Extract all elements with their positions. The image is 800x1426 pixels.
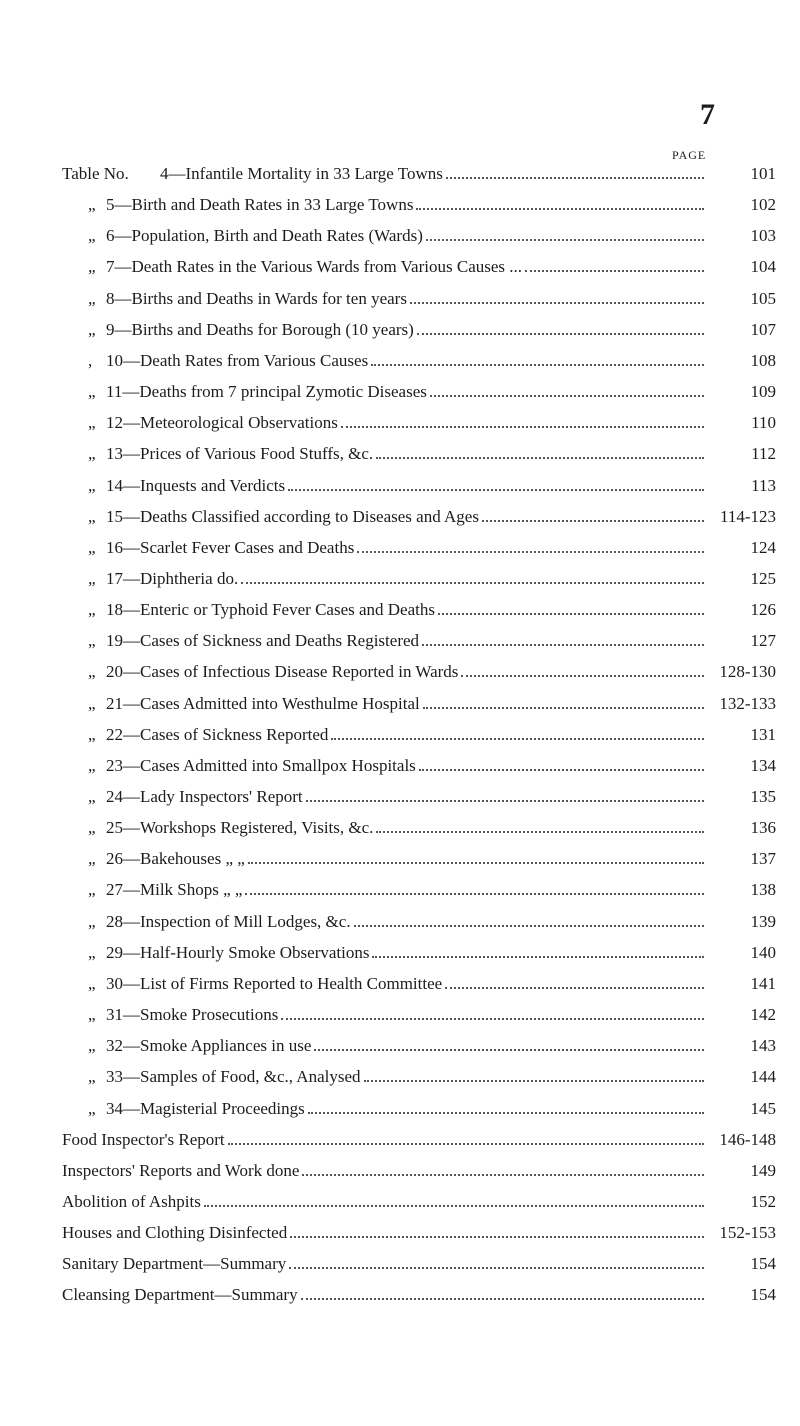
page-number: 7 <box>700 98 715 131</box>
dot-leader <box>417 333 704 335</box>
dot-leader <box>419 769 704 771</box>
dot-leader <box>308 1112 704 1114</box>
dot-leader <box>290 1236 704 1238</box>
toc-entry <box>88 193 800 217</box>
toc-entry-page: 124 <box>750 537 776 557</box>
toc-entry-page: 154 <box>750 1254 776 1274</box>
dot-leader <box>248 862 704 864</box>
toc-entry-title: Abolition of Ashpits <box>62 1191 201 1211</box>
dot-leader <box>410 302 704 304</box>
toc-entry-prefix: „ <box>88 1067 96 1087</box>
toc-entry-title: 28—Inspection of Mill Lodges, &c. <box>106 911 351 931</box>
dot-leader <box>314 1049 704 1051</box>
toc-entry <box>88 941 800 965</box>
toc-entry-title: Inspectors' Reports and Work done <box>62 1160 300 1180</box>
toc-entry-prefix: „ <box>88 444 96 464</box>
dot-leader <box>357 551 704 553</box>
toc-entry-prefix: „ <box>88 1036 96 1056</box>
dot-leader <box>341 426 704 428</box>
toc-entry-title: 20—Cases of Infectious Disease Reported in Wards <box>106 662 459 682</box>
toc-entry <box>88 318 800 342</box>
toc-entry <box>88 411 800 435</box>
toc-entry-page: 152 <box>750 1191 776 1211</box>
dot-leader <box>354 925 704 927</box>
dot-leader <box>372 956 704 958</box>
toc-entry-title: 33—Samples of Food, &c., Analysed <box>106 1067 361 1087</box>
toc-entry <box>88 442 800 466</box>
toc-entry-prefix: „ <box>88 818 96 838</box>
toc-entry-page: 144 <box>750 1067 776 1087</box>
toc-entry-title: 14—Inquests and Verdicts <box>106 475 286 495</box>
toc-entry-title: 17—Diphtheria do. <box>106 568 239 588</box>
dot-leader <box>438 613 704 615</box>
toc-entry <box>88 1003 800 1027</box>
toc-entry-title: 12—Meteorological Observations <box>106 413 338 433</box>
toc-entry-prefix: „ <box>88 288 96 308</box>
dot-leader <box>416 208 704 210</box>
toc-entry-prefix: „ <box>88 257 96 277</box>
toc-entry-prefix: „ <box>88 724 96 744</box>
toc-entry-title: Cleansing Department—Summary <box>62 1285 298 1305</box>
toc-entry <box>88 255 800 279</box>
toc-entry-title: 7—Death Rates in the Various Wards from Various Causes ... <box>106 257 523 277</box>
toc-entry-title: 10—Death Rates from Various Causes <box>106 350 369 370</box>
toc-entry <box>88 224 800 248</box>
dot-leader <box>376 457 704 459</box>
toc-entry-page: 134 <box>750 755 776 775</box>
toc-entry-title: 8—Births and Deaths in Wards for ten years <box>106 288 407 308</box>
toc-entry <box>88 1065 800 1089</box>
toc-entry-page: 135 <box>750 787 776 806</box>
toc-entry-title: 32—Smoke Appliances in use <box>106 1036 312 1056</box>
toc-entry-title: 31—Smoke Prosecutions <box>106 1005 279 1025</box>
toc-entry <box>62 1221 800 1245</box>
toc-entry-prefix: „ <box>88 787 96 806</box>
toc-entry-title: 11—Deaths from 7 principal Zymotic Diseases <box>106 382 427 402</box>
dot-leader <box>423 707 704 709</box>
toc-entry <box>88 816 800 840</box>
dot-leader <box>228 1143 704 1145</box>
dot-leader <box>288 489 704 491</box>
toc-entry-title: 25—Workshops Registered, Visits, &c. <box>106 818 374 838</box>
toc-entry-prefix: „ <box>88 475 96 495</box>
toc-entry <box>88 474 800 498</box>
toc-entry <box>88 629 800 653</box>
toc-entry-page: 108 <box>750 350 776 370</box>
toc-entry-page: 103 <box>750 226 776 246</box>
toc-entry-title: 21—Cases Admitted into Westhulme Hospital <box>106 693 420 713</box>
toc-entry-page: 136 <box>750 818 776 838</box>
toc-entry-page: 146-148 <box>719 1129 776 1149</box>
toc-entry-title: 9—Births and Deaths for Borough (10 years) <box>106 319 414 339</box>
dot-leader <box>426 239 704 241</box>
toc-entry-page: 125 <box>750 568 776 588</box>
dot-leader <box>245 893 704 895</box>
toc-entry-page: 138 <box>750 880 776 900</box>
dot-leader <box>306 800 704 802</box>
toc-entry <box>88 847 800 871</box>
toc-entry-page: 104 <box>750 257 776 277</box>
dot-leader <box>289 1267 704 1269</box>
dot-leader <box>482 520 704 522</box>
toc-entry-page: 113 <box>751 475 776 495</box>
toc-entry <box>88 692 800 716</box>
toc-entry-prefix: „ <box>88 662 96 682</box>
toc-entry-prefix: „ <box>88 382 96 402</box>
dot-leader <box>376 831 704 833</box>
toc-entry-title: 24—Lady Inspectors' Report <box>106 787 303 806</box>
toc-entry-prefix: „ <box>88 1098 96 1118</box>
toc-entry-prefix: „ <box>88 911 96 931</box>
toc-entry <box>88 972 800 996</box>
toc-entry-title: 30—List of Firms Reported to Health Committee <box>106 973 443 993</box>
toc-entry-title: 34—Magisterial Proceedings <box>106 1098 305 1118</box>
toc-entry <box>88 598 800 622</box>
toc-entry-prefix: „ <box>88 755 96 775</box>
toc-entry-title: 4—Infantile Mortality in 33 Large Towns <box>160 164 443 183</box>
toc-entry <box>88 723 800 747</box>
toc-entry <box>62 1283 800 1307</box>
toc-entry-prefix: „ <box>88 600 96 620</box>
toc-entry-title: Food Inspector's Report <box>62 1129 225 1149</box>
toc-entry <box>88 287 800 311</box>
toc-entry-prefix: „ <box>88 942 96 962</box>
toc-entry-page: 143 <box>750 1036 776 1056</box>
toc-entry-title: 5—Birth and Death Rates in 33 Large Towns <box>106 195 414 215</box>
toc-entry-prefix: „ <box>88 226 96 246</box>
dot-leader <box>525 270 704 272</box>
toc-entry-title: 6—Population, Birth and Death Rates (Wards) <box>106 226 423 246</box>
toc-entry-prefix: „ <box>88 880 96 900</box>
dot-leader <box>331 738 704 740</box>
toc-entry-title: 15—Deaths Classified according to Diseases and Ages <box>106 506 479 526</box>
toc-entry-page: 141 <box>750 973 776 993</box>
toc-entry-page: 109 <box>750 382 776 402</box>
toc-entry <box>88 536 800 560</box>
toc-entry-page: 137 <box>750 849 776 869</box>
dot-leader <box>446 177 704 179</box>
dot-leader <box>302 1174 704 1176</box>
toc-entry <box>88 660 800 684</box>
toc-entry <box>88 380 800 404</box>
toc-entry-page: 128-130 <box>719 662 776 682</box>
toc-entry-title: 18—Enteric or Typhoid Fever Cases and Deaths <box>106 600 435 620</box>
toc-entry-page: 132-133 <box>719 693 776 713</box>
dot-leader <box>422 644 704 646</box>
toc-entry <box>88 1097 800 1121</box>
toc-entry-title: Houses and Clothing Disinfected <box>62 1223 288 1243</box>
toc-entry-title: 26—Bakehouses „ „ <box>106 849 245 869</box>
toc-entry <box>62 1159 800 1183</box>
dot-leader <box>461 675 704 677</box>
toc-entry-page: 152-153 <box>719 1223 776 1243</box>
toc-entry-prefix: „ <box>88 319 96 339</box>
dot-leader <box>204 1205 704 1207</box>
toc-entry-prefix: „ <box>88 849 96 869</box>
toc-entry-prefix: „ <box>88 693 96 713</box>
toc-entry-prefix: „ <box>88 537 96 557</box>
toc-entry-title: 29—Half-Hourly Smoke Observations <box>106 942 370 962</box>
dot-leader <box>445 987 704 989</box>
toc-entry <box>88 505 800 529</box>
toc-entry-page: 107 <box>750 319 776 339</box>
toc-entry-page: 139 <box>750 911 776 931</box>
toc-entry-prefix: „ <box>88 568 96 588</box>
toc-entry-title: 13—Prices of Various Food Stuffs, &c. <box>106 444 374 464</box>
toc-entry <box>88 754 800 778</box>
dot-leader <box>241 582 704 584</box>
toc-entry-page: 154 <box>750 1285 776 1305</box>
toc-entry-page: 102 <box>750 195 776 215</box>
toc-entry-prefix: „ <box>88 1005 96 1025</box>
toc-entry <box>88 1034 800 1058</box>
toc-entry-title: 23—Cases Admitted into Smallpox Hospitals <box>106 755 416 775</box>
toc-entry-page: 127 <box>750 631 776 651</box>
toc-entry-prefix: „ <box>88 631 96 651</box>
toc-entry-prefix: , <box>88 350 93 370</box>
toc-entry-prefix: „ <box>88 413 96 433</box>
toc-entry-page: 110 <box>751 413 776 433</box>
toc-entry-prefix: Table No. <box>62 164 129 183</box>
toc-entry-title: 27—Milk Shops „ „ <box>106 880 243 900</box>
dot-leader <box>364 1080 704 1082</box>
toc-entry-prefix: „ <box>88 973 96 993</box>
page-column-heading: PAGE <box>672 148 707 162</box>
dot-leader <box>430 395 704 397</box>
toc-entry-prefix: „ <box>88 506 96 526</box>
dot-leader <box>371 364 704 366</box>
toc-entry <box>88 349 800 373</box>
toc-entry-page: 145 <box>750 1098 776 1118</box>
toc-entry <box>62 1190 800 1214</box>
toc-entry-prefix: „ <box>88 195 96 215</box>
dot-leader <box>281 1018 704 1020</box>
toc-entry-page: 142 <box>750 1005 776 1025</box>
toc-entry-page: 140 <box>750 942 776 962</box>
toc-entry <box>62 1252 800 1276</box>
toc-entry <box>62 162 800 186</box>
toc-entry-page: 105 <box>750 288 776 308</box>
toc-entry <box>88 567 800 591</box>
toc-entry-page: 101 <box>750 164 776 183</box>
toc-entry <box>88 878 800 902</box>
toc-entry-title: 22—Cases of Sickness Reported <box>106 724 329 744</box>
toc-entry-page: 114-123 <box>719 506 776 526</box>
toc-entry-page: 126 <box>750 600 776 620</box>
toc-entry-page: 112 <box>751 444 776 464</box>
dot-leader <box>301 1298 704 1300</box>
toc-entry-title: 16—Scarlet Fever Cases and Deaths <box>106 537 355 557</box>
toc-entry <box>62 1128 800 1152</box>
toc-entry-title: 19—Cases of Sickness and Deaths Registered <box>106 631 420 651</box>
toc-entry <box>88 785 800 809</box>
toc-entry-page: 131 <box>750 724 776 744</box>
toc-entry <box>88 910 800 934</box>
toc-entry-title: Sanitary Department—Summary <box>62 1254 287 1274</box>
toc-entry-page: 149 <box>750 1160 776 1180</box>
